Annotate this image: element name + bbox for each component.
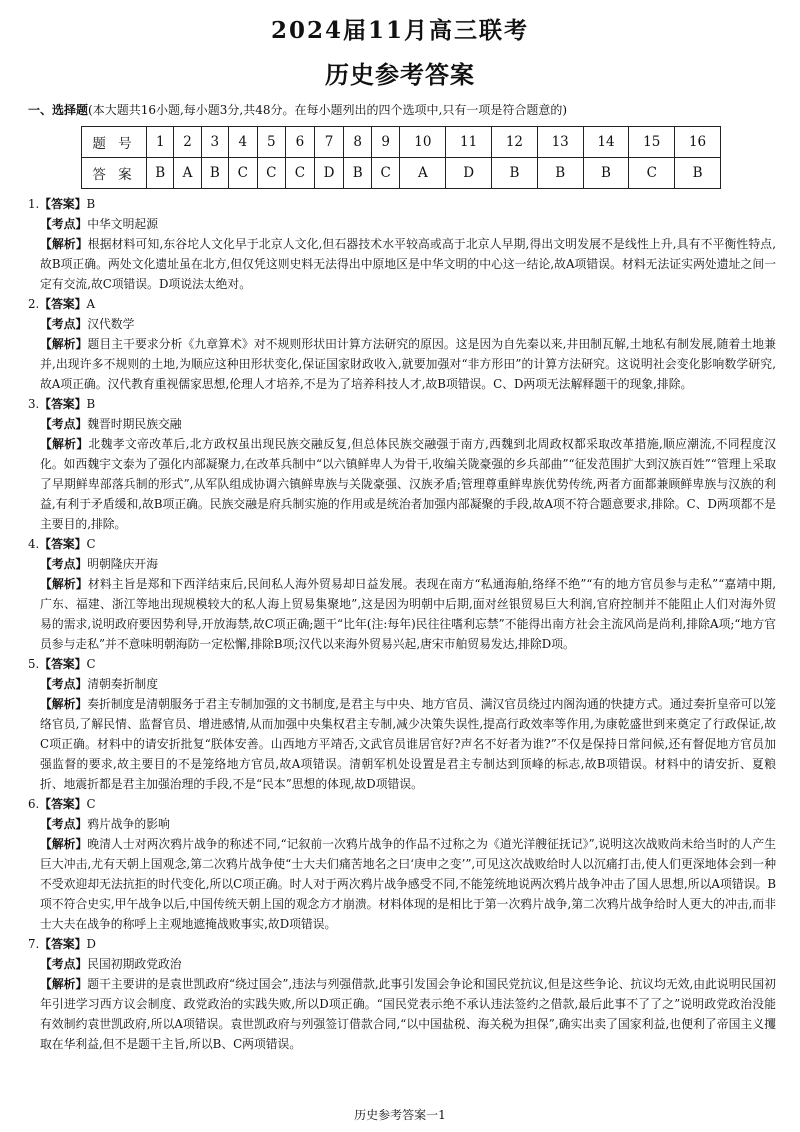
question-block xyxy=(28,194,776,294)
question-number-cell: 16 xyxy=(675,127,721,158)
answer-label: 【答案】 xyxy=(39,397,87,411)
answer-line xyxy=(28,654,776,674)
answer-cell: B xyxy=(675,158,721,189)
answer-label: 【答案】 xyxy=(39,537,87,551)
analysis-paragraph xyxy=(28,974,776,1054)
answer-header: 答 案 xyxy=(82,158,147,189)
section-instructions: (本大题共16小题,每小题3分,共48分。在每小题列出的四个选项中,只有一项是符合题意的) xyxy=(88,103,567,117)
analysis-text: 题干主要讲的是袁世凯政府“绕过国会”,违法与列强借款,此事引发国会争论和国民党抗议,但是这些争论、抗议均无效,由此说明民国初年引进学习西方议会制度、政党政治的实践失败,所以D项正确。“国民党表示绝不承认违法签约之借款,最后此事不了了之”说明政党政治没能有效制约袁世凯政府,所以A项错误。袁世凯政府与列强签订借款合同,“以中国盐税、海关税为担保”,确实出卖了国家利益,也便利了帝国主义攫取在华利益,但不是题干主旨,所以B、C两项错误。 xyxy=(40,977,776,1051)
question-number-cell: 8 xyxy=(344,127,371,158)
analysis-paragraph xyxy=(28,834,776,934)
kaodian-label: 【考点】 xyxy=(40,557,88,571)
answer-cell: B xyxy=(344,158,371,189)
question-block xyxy=(28,394,776,534)
kaodian-line xyxy=(28,214,776,234)
kaodian-label: 【考点】 xyxy=(40,817,88,831)
analysis-text: 奏折制度是清朝服务于君主专制加强的文书制度,是君主与中央、地方官员、满汉官员绕过内阁沟通的快捷方式。通过奏折皇帝可以笼络官员,了解民情、监督官员、增进感情,从而加强中央集权君主专制,减少决策失误性,提高行政效率等作用,为康乾盛世到来奠定了行政保证,故C项正确。材料中的请安折批复“朕体安善。山西地方平靖否,文武官员谁居官好?声名不好者为谁?”不仅是保持日常问候,还有督促地方官员加强监督的要求,故主要目的不是笼络地方官员,故A项错误。清朝军机处设置是君主专制达到顶峰的标志,故B项错误。材料中的请安折、夏粮折、地震折都是君主加强治理的手段,不是“民本”思想的体现,故D项错误。 xyxy=(40,697,776,791)
analysis-text: 根据材料可知,东谷坨人文化早于北京人文化,但石器技术水平较高或高于北京人早期,得出文明发展不是线性上升,具有不平衡性特点,故B项正确。两处文化遗址虽在北方,但仅凭这则史料无法得出中原地区是中华文明的中心这一结论,故A项错误。材料无法证实两处遗址之间一定有交流,故C项错误。D项说法太绝对。 xyxy=(40,237,776,291)
question-number-cell: 13 xyxy=(537,127,583,158)
answer-line xyxy=(28,934,776,954)
answer-value: D xyxy=(86,937,96,951)
kaodian-line xyxy=(28,954,776,974)
question-block xyxy=(28,294,776,394)
answer-cell: B xyxy=(537,158,583,189)
question-number-cell: 1 xyxy=(147,127,174,158)
answer-line xyxy=(28,294,776,314)
question-number: 2. xyxy=(28,297,40,311)
kaodian-value: 魏晋时期民族交融 xyxy=(87,417,182,431)
kaodian-value: 中华文明起源 xyxy=(87,217,158,231)
question-number: 7. xyxy=(28,937,40,951)
answer-row xyxy=(82,158,721,189)
answer-line xyxy=(28,534,776,554)
analysis-paragraph xyxy=(28,694,776,794)
kaodian-label: 【考点】 xyxy=(40,217,88,231)
answer-cell: D xyxy=(446,158,492,189)
question-number-header: 题 号 xyxy=(82,127,147,158)
kaodian-line xyxy=(28,414,776,434)
kaodian-label: 【考点】 xyxy=(40,677,88,691)
kaodian-label: 【考点】 xyxy=(40,417,88,431)
answer-label: 【答案】 xyxy=(39,657,87,671)
question-number-cell: 5 xyxy=(257,127,286,158)
kaodian-value: 清朝奏折制度 xyxy=(87,677,158,691)
kaodian-value: 鸦片战争的影响 xyxy=(87,817,170,831)
answer-value: B xyxy=(86,397,96,411)
page-footer: 历史参考答案一1 xyxy=(354,1108,446,1122)
question-block xyxy=(28,794,776,934)
document-title: 历史参考答案 xyxy=(325,61,475,89)
question-number: 1. xyxy=(28,197,40,211)
answer-cell: C xyxy=(229,158,258,189)
answer-line xyxy=(28,394,776,414)
kaodian-value: 汉代数学 xyxy=(87,317,135,331)
question-block xyxy=(28,534,776,654)
kaodian-label: 【考点】 xyxy=(40,317,88,331)
answer-cell: B xyxy=(492,158,538,189)
question-block xyxy=(28,934,776,1054)
answer-cell: B xyxy=(147,158,174,189)
answer-line xyxy=(28,194,776,214)
question-number-cell: 14 xyxy=(583,127,629,158)
analysis-text: 北魏孝文帝改革后,北方政权虽出现民族交融反复,但总体民族交融强于南方,西魏到北周政权都采取改革措施,顺应潮流,不同程度汉化。如西魏宇文泰为了强化内部凝聚力,在改革兵制中“以六镇鲜卑人为骨干,收编关陇豪强的乡兵部曲”“征发范围扩大到汉族百姓”“管理上采取了早期鲜卑部落兵制的形式”,从军队组成协调六镇鲜卑族与关陇豪强、汉族矛盾;管理尊重鲜卑族优势传统,两者方面都兼顾鲜卑族与汉族的利益,有利于矛盾缓和,故B项正确。民族交融是府兵制实施的作用或是统治者加强内部凝聚的手段,故A项不符合题意要求,排除。C、D两项都不是主要目的,排除。 xyxy=(40,437,776,531)
exam-title: 2024届11月高三联考 xyxy=(270,17,530,44)
kaodian-label: 【考点】 xyxy=(40,957,88,971)
analysis-label: 【解析】 xyxy=(40,577,88,591)
section-heading: 一、选择题 xyxy=(28,103,89,117)
question-number-cell: 2 xyxy=(174,127,201,158)
analysis-paragraph xyxy=(28,574,776,654)
answer-cell: D xyxy=(314,158,344,189)
question-number-cell: 11 xyxy=(446,127,492,158)
question-number: 5. xyxy=(28,657,40,671)
analysis-label: 【解析】 xyxy=(40,337,88,351)
answer-value: A xyxy=(86,297,95,311)
question-number-cell: 4 xyxy=(229,127,258,158)
analysis-label: 【解析】 xyxy=(40,437,89,451)
answer-value: B xyxy=(86,197,96,211)
kaodian-value: 明朝隆庆开海 xyxy=(87,557,158,571)
answer-cell: C xyxy=(629,158,675,189)
analysis-label: 【解析】 xyxy=(40,697,88,711)
answer-cell: C xyxy=(371,158,400,189)
analysis-label: 【解析】 xyxy=(40,837,88,851)
answer-label: 【答案】 xyxy=(39,197,87,211)
analysis-paragraph xyxy=(28,434,776,534)
question-number: 6. xyxy=(28,797,40,811)
answer-cell: C xyxy=(286,158,315,189)
analysis-text: 晚清人士对两次鸦片战争的称述不同,“记叙前一次鸦片战争的作品不过称之为《道光洋艘征抚记》”,说明这次战败尚未给当时的人产生巨大冲击,尤有天朝上国观念,第二次鸦片战争使“士大夫们痛苦地名之曰‘庚申之变’”,可见这次战败给时人以沉痛打击,使人们更深地体会到一种不受欢迎却无法抗拒的时代变化,所以C项正确。时人对于两次鸦片战争感受不同,不能笼统地说两次鸦片战争冲击了国人思想,所以A项错误。B项不符合史实,甲午战争以后,中国传统天朝上国的观念方才崩溃。材料体现的是相比于第一次鸦片战争,第二次鸦片战争给时人更大的冲击,而非士大夫在战争的称呼上主观地遮掩战败事实,故D项错误。 xyxy=(40,837,776,931)
question-number: 3. xyxy=(28,397,40,411)
analysis-text: 题目主干要求分析《九章算术》对不规则形状田计算方法研究的原因。这是因为自先秦以来,井田制瓦解,土地私有制发展,随着土地兼并,出现许多不规则的土地,为顺应这种田形状变化,保证国家財政收入,就要加强对“非方形田”的计算方法研究。这说明社会变化影响数学研究,故A项正确。汉代教育重视儒家思想,伦理人才培养,不是为了培养科技人才,故B项错误。C、D两项无法解释题干的现象,排除。 xyxy=(40,337,776,391)
section-intro xyxy=(28,102,788,118)
kaodian-line xyxy=(28,314,776,334)
kaodian-line xyxy=(28,674,776,694)
analysis-text: 材料主旨是郑和下西洋结束后,民间私人海外贸易却日益发展。表现在南方“私通海舶,络绎不绝”“有的地方官员参与走私”“嘉靖中期,广东、福建、浙江等地出现规模较大的私人海上贸易集聚地”,这是因为明朝中后期,面对丝银贸易巨大利润,官府控制并不能阻止人们对海外贸易的需求,说明政府要因势利导,开放海禁,故C项正确;题干“比年(注:每年)民往往嗜利忘禁”不能得出南方社会主流风尚是尚利,排除A项;“地方官员参与走私”并不意味明朝海防一定松懈,排除B项;汉代以来海外贸易兴起,唐宋市舶贸易发达,排除D项。 xyxy=(40,577,776,651)
answer-value: C xyxy=(86,797,96,811)
question-number-cell: 12 xyxy=(492,127,538,158)
answer-value: C xyxy=(86,537,96,551)
answer-cell: A xyxy=(400,158,446,189)
answer-label: 【答案】 xyxy=(39,297,87,311)
question-block xyxy=(28,654,776,794)
answer-cell: B xyxy=(201,158,228,189)
answer-value: C xyxy=(86,657,96,671)
explanations xyxy=(28,194,776,1054)
analysis-paragraph xyxy=(28,234,776,294)
kaodian-value: 民国初期政党政治 xyxy=(87,957,182,971)
answer-table xyxy=(81,126,721,189)
kaodian-line xyxy=(28,814,776,834)
question-number-cell: 10 xyxy=(400,127,446,158)
question-number-cell: 15 xyxy=(629,127,675,158)
answer-cell: B xyxy=(583,158,629,189)
question-number-cell: 9 xyxy=(371,127,400,158)
question-number-cell: 7 xyxy=(314,127,344,158)
question-number-cell: 6 xyxy=(286,127,315,158)
answer-cell: C xyxy=(257,158,286,189)
answer-line xyxy=(28,794,776,814)
question-number: 4. xyxy=(28,537,40,551)
kaodian-line xyxy=(28,554,776,574)
answer-label: 【答案】 xyxy=(39,797,87,811)
question-number-row xyxy=(82,127,721,158)
answer-cell: A xyxy=(174,158,201,189)
analysis-label: 【解析】 xyxy=(40,977,88,991)
question-number-cell: 3 xyxy=(201,127,228,158)
analysis-label: 【解析】 xyxy=(40,237,88,251)
answer-label: 【答案】 xyxy=(39,937,87,951)
analysis-paragraph xyxy=(28,334,776,394)
